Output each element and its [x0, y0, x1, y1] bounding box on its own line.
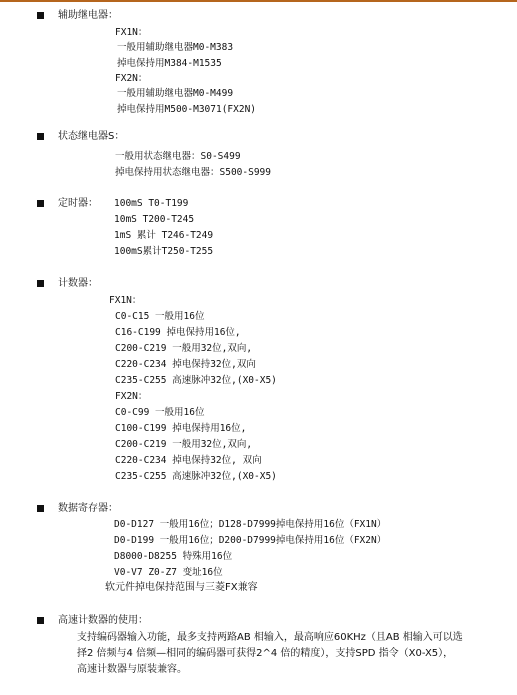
line: FX1N： — [109, 295, 142, 306]
line: 一般用辅助继电器M0-M499 — [117, 88, 234, 99]
paragraph-line: 高速计数器与原装兼容。 — [77, 664, 187, 675]
line: FX2N： — [115, 391, 148, 402]
section-heading: 状态继电器S： — [58, 131, 125, 142]
line: 掉电保持用M384-M1535 — [117, 58, 222, 69]
paragraph-line: 择2 倍频与4 倍频—相同的编码器可获得2^4 倍的精度），支持SPD 指令（X0-X5）， — [77, 648, 454, 659]
line: 10mS T200-T245 — [114, 214, 195, 225]
paragraph-line: 支持编码器输入功能，最多支持两路AB 相输入，最高响应60KHz（且AB 相输入可以选 — [77, 632, 463, 643]
line: D0-D199 一般用16位；D200-D7999掉电保持用16位（FX2N） — [114, 535, 387, 546]
line: FX1N： — [115, 27, 148, 38]
line: C235-C255 高速脉冲32位,(X0-X5) — [115, 375, 277, 386]
section-heading: 定时器： — [58, 198, 98, 209]
bullet-icon — [37, 200, 44, 207]
line: V0-V7 Z0-Z7 变址16位 — [114, 567, 223, 578]
line: C0-C99 一般用16位 — [115, 407, 205, 418]
line: 软元件掉电保持范围与三菱FX兼容 — [105, 582, 258, 593]
bullet-icon — [37, 133, 44, 140]
bullet-icon — [37, 280, 44, 287]
section-heading: 高速计数器的使用： — [58, 615, 148, 626]
bullet-icon — [37, 617, 44, 624]
line: 100mS T0-T199 — [114, 198, 189, 209]
line: D8000-D8255 特殊用16位 — [114, 551, 233, 562]
section-heading: 计数器： — [58, 278, 98, 289]
line: C0-C15 一般用16位 — [115, 311, 205, 322]
line: D0-D127 一般用16位；D128-D7999掉电保持用16位（FX1N） — [114, 519, 387, 530]
line: 掉电保持用状态继电器：S500-S999 — [115, 167, 271, 178]
line: 一般用状态继电器：S0-S499 — [115, 151, 241, 162]
bullet-icon — [37, 505, 44, 512]
section-heading: 辅助继电器： — [58, 10, 118, 21]
line: C100-C199 掉电保持用16位, — [115, 423, 247, 434]
line: C235-C255 高速脉冲32位,(X0-X5) — [115, 471, 277, 482]
line: FX2N： — [115, 73, 148, 84]
line: 掉电保持用M500-M3071(FX2N) — [117, 104, 257, 115]
line: C16-C199 掉电保持用16位, — [115, 327, 241, 338]
line: C200-C219 一般用32位,双向, — [115, 439, 253, 450]
line: 一般用辅助继电器M0-M383 — [117, 42, 234, 53]
line: C200-C219 一般用32位,双向, — [115, 343, 253, 354]
line: 100mS累计T250-T255 — [114, 246, 214, 257]
section-heading: 数据寄存器： — [58, 503, 118, 514]
top-rule — [0, 0, 517, 2]
line: 1mS 累计 T246-T249 — [114, 230, 214, 241]
line: C220-C234 掉电保持32位,双向 — [115, 359, 256, 370]
bullet-icon — [37, 12, 44, 19]
line: C220-C234 掉电保持32位, 双向 — [115, 455, 262, 466]
